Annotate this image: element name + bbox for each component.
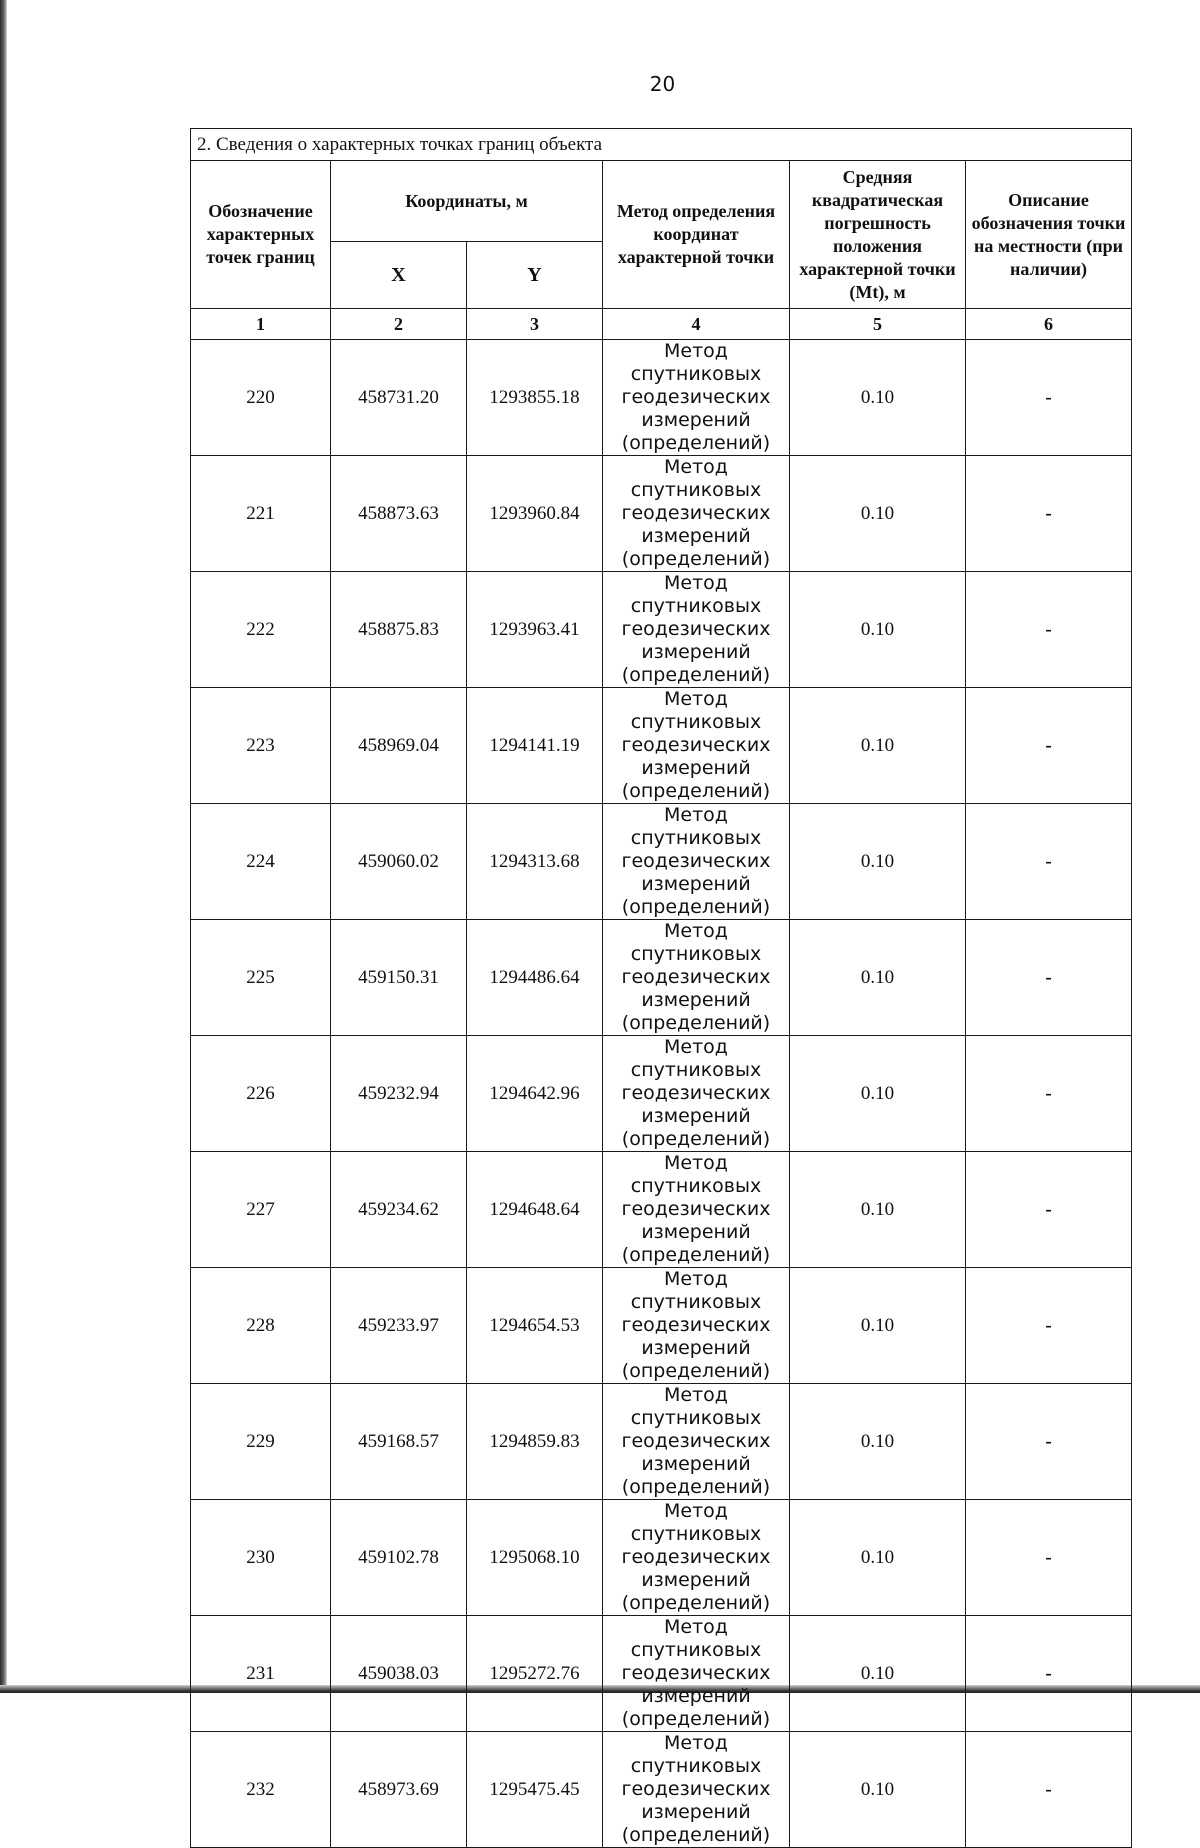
error-value: 0.10 — [790, 1384, 966, 1500]
error-value: 0.10 — [790, 456, 966, 572]
coord-y: 1294654.53 — [467, 1268, 603, 1384]
table-row — [191, 1500, 1132, 1616]
coord-x: 459168.57 — [331, 1384, 467, 1500]
boundary-points-table — [190, 128, 1132, 1848]
method: Метод спутниковых геодезических измерений (определений) — [603, 920, 790, 1036]
table-row — [191, 688, 1132, 804]
table-row — [191, 1152, 1132, 1268]
table-row — [191, 1268, 1132, 1384]
coord-y: 1295475.45 — [467, 1732, 603, 1848]
error-value: 0.10 — [790, 572, 966, 688]
coord-y: 1294141.19 — [467, 688, 603, 804]
error-value: 0.10 — [790, 804, 966, 920]
method: Метод спутниковых геодезических измерений (определений) — [603, 456, 790, 572]
method: Метод спутниковых геодезических измерений (определений) — [603, 1036, 790, 1152]
header-error: Средняя квадратическая погрешность положения характерной точки (Mt), м — [790, 161, 966, 309]
coord-y: 1293855.18 — [467, 340, 603, 456]
coord-y: 1293960.84 — [467, 456, 603, 572]
header-point: Обозначение характерных точек границ — [191, 161, 331, 309]
point-number: 232 — [191, 1732, 331, 1848]
column-number-row — [191, 309, 1132, 340]
page-number: 20 — [649, 72, 676, 96]
method: Метод спутниковых геодезических измерений (определений) — [603, 1500, 790, 1616]
description: - — [966, 340, 1132, 456]
coord-x: 459233.97 — [331, 1268, 467, 1384]
table-row — [191, 1732, 1132, 1848]
header-description: Описание обозначения точки на местности (при наличии) — [966, 161, 1132, 309]
point-number: 230 — [191, 1500, 331, 1616]
method: Метод спутниковых геодезических измерений (определений) — [603, 1152, 790, 1268]
coord-x: 459038.03 — [331, 1616, 467, 1732]
description: - — [966, 920, 1132, 1036]
point-number: 225 — [191, 920, 331, 1036]
method: Метод спутниковых геодезических измерений (определений) — [603, 688, 790, 804]
method: Метод спутниковых геодезических измерений (определений) — [603, 1616, 790, 1732]
table-row — [191, 456, 1132, 572]
description: - — [966, 1152, 1132, 1268]
description: - — [966, 1616, 1132, 1732]
table-row — [191, 804, 1132, 920]
point-number: 224 — [191, 804, 331, 920]
error-value: 0.10 — [790, 1152, 966, 1268]
table-row — [191, 1616, 1132, 1732]
header-method: Метод определения координат характерной точки — [603, 161, 790, 309]
coord-x: 458969.04 — [331, 688, 467, 804]
coord-y: 1294648.64 — [467, 1152, 603, 1268]
section-title: 2. Сведения о характерных точках границ объекта — [191, 129, 1132, 161]
description: - — [966, 804, 1132, 920]
error-value: 0.10 — [790, 1036, 966, 1152]
column-number: 4 — [603, 309, 790, 340]
coord-x: 459232.94 — [331, 1036, 467, 1152]
coord-x: 458973.69 — [331, 1732, 467, 1848]
point-number: 228 — [191, 1268, 331, 1384]
error-value: 0.10 — [790, 1732, 966, 1848]
coord-x: 458875.83 — [331, 572, 467, 688]
table-row — [191, 1384, 1132, 1500]
table-row — [191, 572, 1132, 688]
error-value: 0.10 — [790, 1500, 966, 1616]
point-number: 223 — [191, 688, 331, 804]
method: Метод спутниковых геодезических измерений (определений) — [603, 804, 790, 920]
description: - — [966, 1268, 1132, 1384]
coord-x: 459060.02 — [331, 804, 467, 920]
error-value: 0.10 — [790, 920, 966, 1036]
description: - — [966, 1036, 1132, 1152]
coord-y: 1295272.76 — [467, 1616, 603, 1732]
coord-x: 459234.62 — [331, 1152, 467, 1268]
description: - — [966, 1732, 1132, 1848]
point-number: 231 — [191, 1616, 331, 1732]
description: - — [966, 456, 1132, 572]
table-row — [191, 340, 1132, 456]
coord-y: 1294859.83 — [467, 1384, 603, 1500]
error-value: 0.10 — [790, 1616, 966, 1732]
table-row — [191, 1036, 1132, 1152]
description: - — [966, 688, 1132, 804]
method: Метод спутниковых геодезических измерений (определений) — [603, 572, 790, 688]
table-row — [191, 920, 1132, 1036]
column-number: 5 — [790, 309, 966, 340]
coord-y: 1293963.41 — [467, 572, 603, 688]
point-number: 220 — [191, 340, 331, 456]
coord-x: 458873.63 — [331, 456, 467, 572]
method: Метод спутниковых геодезических измерений (определений) — [603, 340, 790, 456]
method: Метод спутниковых геодезических измерений (определений) — [603, 1268, 790, 1384]
scan-edge-left — [0, 0, 7, 1693]
header-coordinates: Координаты, м — [331, 161, 603, 242]
error-value: 0.10 — [790, 340, 966, 456]
point-number: 227 — [191, 1152, 331, 1268]
coord-y: 1294486.64 — [467, 920, 603, 1036]
point-number: 221 — [191, 456, 331, 572]
header-x: X — [331, 242, 467, 309]
column-number: 6 — [966, 309, 1132, 340]
column-number: 3 — [467, 309, 603, 340]
description: - — [966, 1500, 1132, 1616]
method: Метод спутниковых геодезических измерений (определений) — [603, 1732, 790, 1848]
point-number: 222 — [191, 572, 331, 688]
coord-y: 1294642.96 — [467, 1036, 603, 1152]
column-number: 2 — [331, 309, 467, 340]
coord-x: 459150.31 — [331, 920, 467, 1036]
error-value: 0.10 — [790, 1268, 966, 1384]
point-number: 229 — [191, 1384, 331, 1500]
description: - — [966, 572, 1132, 688]
coord-x: 459102.78 — [331, 1500, 467, 1616]
point-number: 226 — [191, 1036, 331, 1152]
header-y: Y — [467, 242, 603, 309]
coord-y: 1294313.68 — [467, 804, 603, 920]
coord-x: 458731.20 — [331, 340, 467, 456]
column-number: 1 — [191, 309, 331, 340]
error-value: 0.10 — [790, 688, 966, 804]
description: - — [966, 1384, 1132, 1500]
coord-y: 1295068.10 — [467, 1500, 603, 1616]
method: Метод спутниковых геодезических измерений (определений) — [603, 1384, 790, 1500]
